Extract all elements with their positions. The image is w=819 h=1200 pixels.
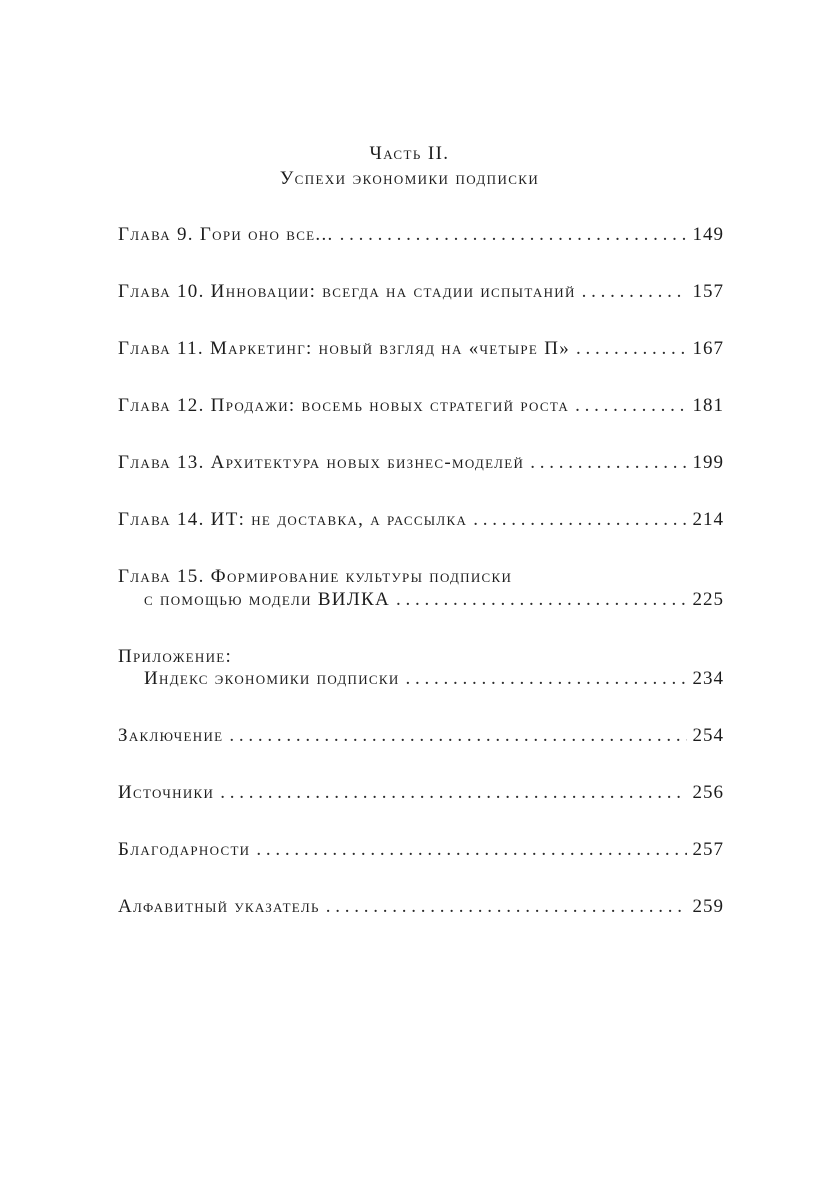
toc-entry-conclusion[interactable] (118, 725, 724, 751)
dot-leader (576, 338, 686, 360)
toc-entry-chapter-9[interactable] (118, 224, 724, 250)
dot-leader (530, 452, 686, 474)
toc-entry-page: 149 (692, 224, 724, 245)
toc-entry-page: 199 (692, 452, 724, 473)
toc-entry-page: 167 (692, 338, 724, 359)
toc-entry-page: 181 (692, 395, 724, 416)
dot-leader (575, 395, 686, 417)
dot-leader (256, 839, 686, 861)
toc-entry-page: 256 (692, 782, 724, 803)
toc-entry-page: 254 (692, 725, 724, 746)
toc-entry-index[interactable] (118, 896, 724, 922)
dot-leader (582, 281, 687, 303)
toc-entry-chapter-13[interactable] (118, 452, 724, 478)
toc-entry-continuation: с помощью модели ВИЛКА (144, 589, 391, 610)
toc-entry-page: 225 (692, 589, 724, 610)
toc-entry-title: Заключение (118, 725, 224, 746)
toc-entry-chapter-15[interactable] (144, 589, 724, 615)
toc-entry-chapter-14[interactable] (118, 509, 724, 535)
toc-entry-page: 214 (692, 509, 724, 530)
toc-entry-title: Глава 10. Инновации: всегда на стадии испытаний (118, 281, 576, 302)
toc-entry-chapter-11[interactable] (118, 338, 724, 364)
toc-entry-title: Глава 13. Архитектура новых бизнес-моделей (118, 452, 525, 473)
toc-entry-title: Глава 11. Маркетинг: новый взгляд на «четыре П» (118, 338, 571, 359)
toc-entry-chapter-10[interactable] (118, 281, 724, 307)
toc-entry-title: Благодарности (118, 839, 251, 860)
toc-entry-page: 157 (692, 281, 724, 302)
toc-entry-title: Глава 14. ИТ: не доставка, а рассылка (118, 509, 468, 530)
part-title: Успехи экономики подписки (279, 168, 540, 189)
part-number: Часть II. (369, 143, 450, 164)
toc-entry-acknowledgements[interactable] (118, 839, 724, 865)
dot-leader (220, 782, 686, 804)
dot-leader (229, 725, 686, 747)
toc-entry-appendix-title[interactable]: Приложение: (118, 646, 233, 667)
toc-entry-continuation: Индекс экономики подписки (144, 668, 400, 689)
toc-entry-title: Глава 12. Продажи: восемь новых стратегий роста (118, 395, 570, 416)
toc-entry-page: 259 (692, 896, 724, 917)
toc-entry-title: Источники (118, 782, 215, 803)
dot-leader (473, 509, 686, 531)
dot-leader (340, 224, 687, 246)
dot-leader (326, 896, 687, 918)
dot-leader (396, 589, 686, 611)
toc-entry-page: 257 (692, 839, 724, 860)
toc-entry-title: Алфавитный указатель (118, 896, 320, 917)
dot-leader (406, 668, 687, 690)
toc-entry-title: Глава 9. Гори оно все... (118, 224, 334, 245)
toc-entry-page: 234 (692, 668, 724, 689)
toc-entry-chapter-12[interactable] (118, 395, 724, 421)
toc-entry-appendix[interactable] (144, 668, 724, 694)
toc-entry-chapter-15-title[interactable]: Глава 15. Формирование культуры подписки (118, 566, 513, 587)
toc-entry-sources[interactable] (118, 782, 724, 808)
